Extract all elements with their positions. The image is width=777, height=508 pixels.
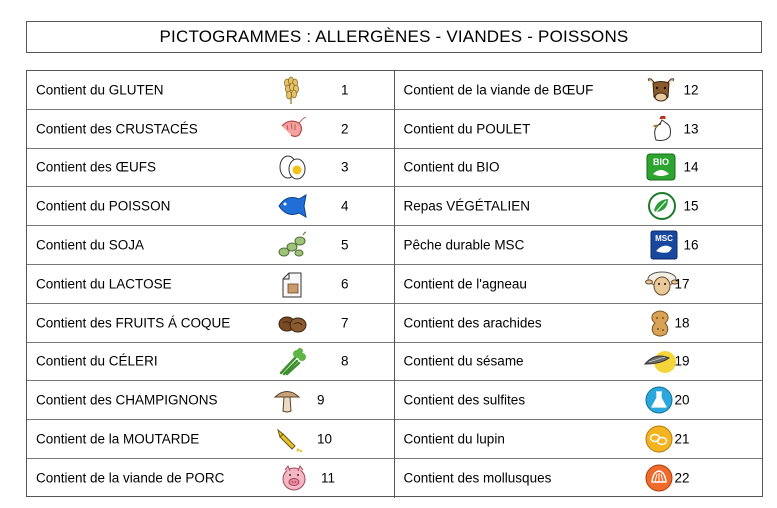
table-row	[27, 149, 394, 188]
row-number: 8	[341, 353, 349, 369]
table-row	[27, 265, 394, 304]
row-label: Contient des ŒUFS	[36, 159, 157, 175]
row-number: 12	[683, 82, 699, 98]
fish-icon	[277, 191, 307, 221]
table-row	[395, 71, 763, 110]
row-label: Contient du LACTOSE	[36, 276, 172, 292]
sheep-icon	[645, 269, 679, 299]
row-number: 7	[341, 315, 349, 331]
table-row	[395, 110, 763, 149]
row-label: Contient du sésame	[403, 353, 524, 369]
table-row	[27, 110, 394, 149]
table-row	[27, 381, 394, 420]
row-label: Contient des mollusques	[403, 470, 552, 486]
table-row	[27, 304, 394, 343]
row-label: Contient des FRUITS Á COQUE	[36, 315, 231, 331]
row-number: 11	[321, 470, 336, 486]
row-number: 21	[674, 431, 690, 447]
row-label: Contient de la viande de BŒUF	[403, 82, 594, 98]
bio-text: BIO	[652, 157, 669, 168]
row-label: Contient des arachides	[403, 315, 542, 331]
sesame-icon	[643, 346, 677, 376]
mushroom-icon	[272, 385, 302, 415]
row-label: Contient du SOJA	[36, 237, 145, 253]
row-label: Contient du lupin	[403, 431, 505, 447]
table-row	[27, 420, 394, 459]
soy-icon	[277, 230, 307, 260]
bio-label-icon	[646, 152, 676, 182]
row-number: 18	[674, 315, 690, 331]
row-number: 13	[683, 121, 699, 137]
row-label: Contient du GLUTEN	[36, 82, 164, 98]
row-number: 1	[341, 82, 349, 98]
mollusc-icon	[644, 463, 674, 493]
row-label: Repas VÉGÉTALIEN	[403, 198, 531, 214]
table-row	[395, 187, 763, 226]
table-row	[395, 226, 763, 265]
table-row	[395, 265, 763, 304]
chicken-icon	[648, 114, 678, 144]
row-number: 22	[674, 470, 690, 486]
row-label: Contient de la viande de PORC	[36, 470, 225, 486]
row-number: 20	[674, 392, 690, 408]
table-row	[395, 420, 763, 459]
pictogram-table	[26, 70, 763, 497]
row-number: 17	[674, 276, 690, 292]
peanut-icon	[645, 308, 675, 338]
egg-icon	[277, 152, 307, 182]
row-number: 5	[341, 237, 349, 253]
table-row	[395, 149, 763, 188]
row-label: Contient du POISSON	[36, 198, 171, 214]
msc-label-icon	[649, 230, 679, 260]
milk-carton-icon	[277, 269, 307, 299]
row-number: 2	[341, 121, 349, 137]
row-number: 9	[317, 392, 325, 408]
nuts-icon	[277, 308, 307, 338]
left-column	[27, 71, 395, 498]
right-column	[395, 71, 763, 498]
table-row	[27, 459, 394, 498]
table-row	[395, 343, 763, 382]
row-label: Contient des CHAMPIGNONS	[36, 392, 218, 408]
msc-text: MSC	[654, 234, 673, 244]
row-label: Contient des CRUSTACÉS	[36, 121, 198, 137]
vegan-leaf-icon	[647, 191, 677, 221]
table-row	[395, 459, 763, 498]
row-number: 16	[683, 237, 699, 253]
row-number: 15	[683, 198, 699, 214]
table-row	[27, 343, 394, 382]
table-row	[27, 71, 394, 110]
table-row	[395, 381, 763, 420]
row-number: 19	[674, 353, 690, 369]
table-row	[395, 304, 763, 343]
row-label: Pêche durable MSC	[403, 237, 525, 253]
row-label: Contient du CÉLERI	[36, 353, 158, 369]
row-label: Contient de l'agneau	[403, 276, 527, 292]
table-row	[27, 187, 394, 226]
shrimp-icon	[277, 114, 307, 144]
row-number: 14	[683, 159, 699, 175]
row-number: 3	[341, 159, 349, 175]
row-number: 4	[341, 198, 349, 214]
wheat-icon	[277, 75, 307, 105]
row-label: Contient du BIO	[403, 159, 500, 175]
row-number: 10	[317, 431, 333, 447]
celery-icon	[277, 346, 307, 376]
table-row	[27, 226, 394, 265]
cow-icon	[646, 75, 676, 105]
page-title: PICTOGRAMMES : ALLERGÈNES - VIANDES - POISSONS	[26, 21, 762, 53]
row-label: Contient du POULET	[403, 121, 531, 137]
row-label: Contient des sulfites	[403, 392, 526, 408]
row-number: 6	[341, 276, 349, 292]
mustard-icon	[275, 424, 305, 454]
lupin-icon	[644, 424, 674, 454]
row-label: Contient de la MOUTARDE	[36, 431, 200, 447]
pig-icon	[279, 463, 309, 493]
sulfites-flask-icon	[644, 385, 674, 415]
